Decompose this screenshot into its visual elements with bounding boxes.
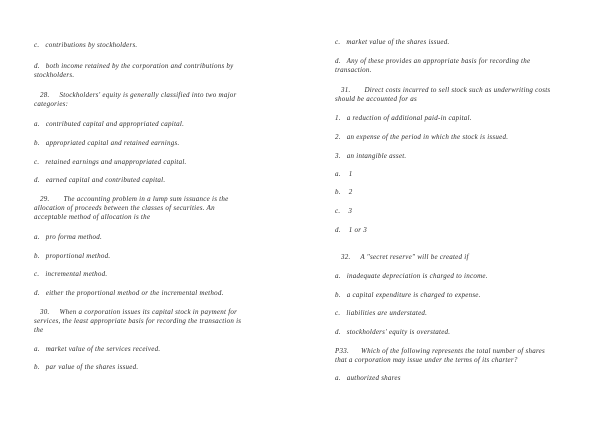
text-line: d. Any of these provides an appropriate basis for recording the <box>335 57 531 65</box>
text-line: should be accounted for as <box>335 95 417 103</box>
text-line: b. appropriated capital and retained earnings. <box>34 139 180 147</box>
text-line: a. inadequate depreciation is charged to income. <box>335 272 488 280</box>
text-line: d. either the proportional method or the incremental method. <box>34 289 224 297</box>
text-line: allocation of proceeds between the classes of securities. An <box>34 204 215 212</box>
text-line: 1. a reduction of additional paid-in capital. <box>335 114 472 122</box>
text-line: 31. Direct costs incurred to sell stock such as underwriting costs <box>341 86 551 94</box>
text-line: services, the least appropriate basis for recording the transaction is <box>34 317 242 325</box>
text-line: a. 1 <box>335 170 353 178</box>
text-line: d. earned capital and contributed capital. <box>34 176 166 184</box>
text-line: 32. A "secret reserve" will be created if <box>341 253 469 261</box>
text-line: b. 2 <box>335 188 353 196</box>
text-line: a. authorized shares <box>335 374 401 382</box>
text-line: P33. Which of the following represents the total number of shares <box>335 347 545 355</box>
text-line: d. both income retained by the corporation and contributions by <box>34 62 234 70</box>
text-line: c. contributions by stockholders. <box>34 41 138 49</box>
text-line: 28. Stockholders' equity is generally classified into two major <box>40 91 237 99</box>
text-line: c. 3 <box>335 207 353 215</box>
text-line: acceptable method of allocation is the <box>34 213 151 221</box>
text-line: transaction. <box>335 66 372 74</box>
text-line: b. a capital expenditure is charged to expense. <box>335 291 481 299</box>
text-line: c. market value of the shares issued. <box>335 38 450 46</box>
text-line: 29. The accounting problem in a lump sum issuance is the <box>40 195 229 203</box>
text-line: d. stockholders' equity is overstated. <box>335 328 451 336</box>
text-line: a. contributed capital and appropriated capital. <box>34 120 185 128</box>
text-line: categories: <box>34 100 69 108</box>
text-line: a. market value of the services received. <box>34 345 161 353</box>
text-line: a. pro forma method. <box>34 233 103 241</box>
text-line: the <box>34 326 44 334</box>
text-line: 2. an expense of the period in which the stock is issued. <box>335 133 509 141</box>
text-line: 30. When a corporation issues its capital stock in payment for <box>40 308 238 316</box>
text-line: 3. an intangible asset. <box>335 152 407 160</box>
text-line: d. 1 or 3 <box>335 226 367 234</box>
text-line: c. incremental method. <box>34 270 108 278</box>
text-line: that a corporation may issue under the terms of its charter? <box>335 356 518 364</box>
text-line: b. par value of the shares issued. <box>34 363 139 371</box>
text-line: stockholders. <box>34 71 75 79</box>
text-line: c. liabilities are understated. <box>335 309 428 317</box>
text-line: c. retained earnings and unappropriated capital. <box>34 158 187 166</box>
text-line: b. proportional method. <box>34 252 111 260</box>
